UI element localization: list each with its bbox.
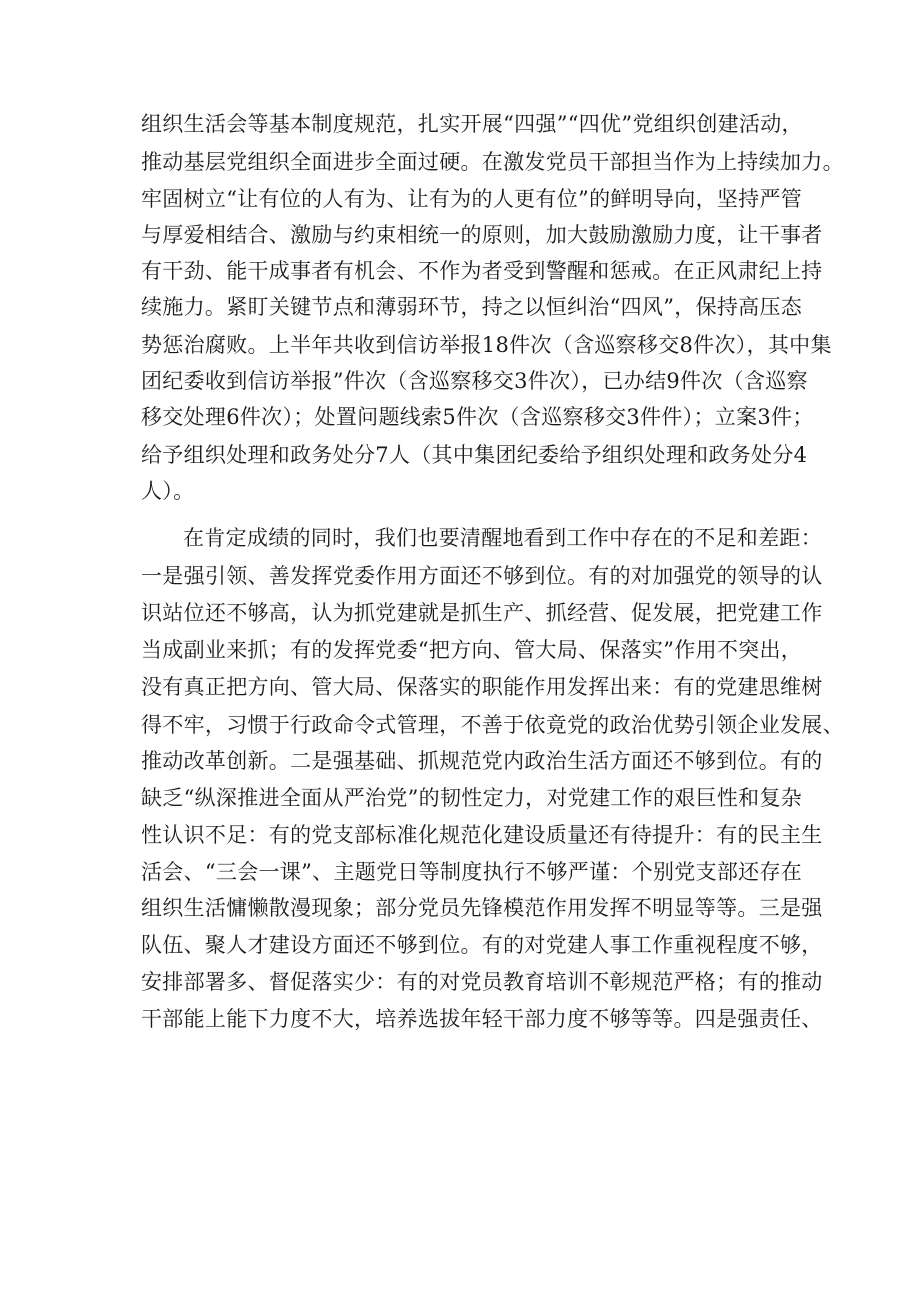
text-line: 组织生活慵懒散漫现象；部分党员先锋模范作用发挥不明显等等。三是强 — [141, 896, 823, 920]
text-line: 缺乏“纵深推进全面从严治党”的韧性定力，对党建工作的艰巨性和复杂 — [141, 786, 803, 810]
text-line: 队伍、聚人才建设方面还不够到位。有的对党建人事工作重视程度不够， — [141, 933, 823, 957]
text-line: 给予组织处理和政务处分7人（其中集团纪委给予组织处理和政务处分4 — [141, 443, 808, 467]
text-line: 组织生活会等基本制度规范，扎实开展“四强”“四优”党组织创建活动， — [141, 112, 803, 136]
text-line: 牢固树立“让有位的人有为、让有为的人更有位”的鲜明导向，坚持严管 — [141, 187, 803, 211]
text-line: 人）。 — [141, 479, 195, 503]
text-line: 势惩治腐败。上半年共收到信访举报18件次（含巡察移交8件次），其中集 — [141, 333, 832, 357]
text-line: 一是强引领、善发挥党委作用方面还不够到位。有的对加强党的领导的认 — [141, 564, 823, 588]
text-line: 团纪委收到信访举报”件次（含巡察移交3件次），已办结9件次（含巡察 — [141, 369, 808, 393]
text-line: 与厚爱相结合、激励与约束相统一的原则，加大鼓励激励力度，让干事者 — [141, 223, 823, 247]
text-line: 活会、“三会一课”、主题党日等制度执行不够严谨：个别党支部还存在 — [141, 860, 803, 884]
text-line: 推动改革创新。二是强基础、抓规范党内政治生活方面还不够到位。有的 — [141, 749, 823, 773]
text-line: 性认识不足：有的党支部标准化规范化建设质量还有待提升：有的民主生 — [141, 823, 823, 847]
text-line: 干部能上能下力度不大，培养选拔年轻干部力度不够等等。四是强责任、 — [141, 1007, 823, 1031]
text-line: 移交处理6件次）；处置问题线索5件次（含巡察移交3件件）；立案3件； — [141, 405, 814, 429]
text-line: 得不牢，习惯于行政命令式管理，不善于依竟党的政治优势引领企业发展、 — [141, 713, 844, 737]
text-line: 识站位还不够高，认为抓党建就是抓生产、抓经营、促发展，把党建工作 — [141, 601, 823, 625]
text-line: 有干劲、能干成事者有机会、不作为者受到警醒和惩戒。在正风肃纪上持 — [141, 259, 823, 283]
text-line: 推动基层党组织全面进步全面过硬。在激发党员干部担当作为上持续加力。 — [141, 150, 844, 174]
text-line: 安排部署多、督促落实少：有的对党员教育培训不彰规范严格；有的推动 — [141, 970, 823, 994]
paragraph-first-line: 在肯定成绩的同时，我们也要清醒地看到工作中存在的不足和差距： — [183, 526, 822, 550]
text-line: 当成副业来抓；有的发挥党委“把方向、管大局、保落实”作用不突出， — [141, 638, 803, 662]
text-line: 没有真正把方向、管大局、保落实的职能作用发挥出来：有的党建思维树 — [141, 675, 823, 699]
text-line: 续施力。紧盯关键节点和薄弱环节，持之以恒纠治“四风”，保持高压态 — [141, 295, 803, 319]
